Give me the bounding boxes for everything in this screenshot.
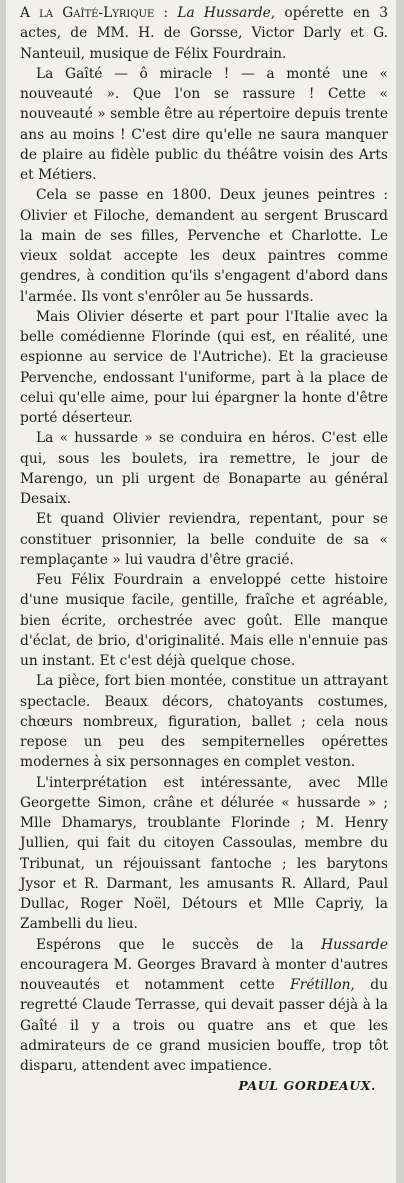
work-title: Hussarde — [321, 936, 388, 953]
paragraph: L'interprétation est intéressante, avec Mlle Georgette Simon, crâne et délurée « hussarde » ; Mlle Dhamarys, troublante Florinde ; M. Henry Jullien, qui fait du citoyen Cassoulas, membre du Tribunat, un réjouissant fantoche ; les barytons Jysor et R. Darmant, les amusants R. Allard, Paul Dullac, Roger Noël, Détours et Mlle Capriy, la Zambelli du lieu. — [20, 774, 388, 933]
work-title: La Hussarde — [177, 5, 271, 21]
paragraph: Et quand Olivier reviendra, repentant, pour se constituer prisonnier, la belle conduite de sa « remplaçante » lui vaudra d'être gracié. — [20, 511, 388, 568]
paragraph: La Gaîté — ô miracle ! — a monté une « nouveauté ». Que l'on se rassure ! Cette « nouveauté » semble être au répertoire depuis trente ans au moins ! C'est dire qu'elle ne saura manquer de plaire au fidèle public du théâtre voisin des Arts et Métiers. — [20, 65, 388, 183]
article-lead — [20, 3, 388, 64]
newspaper-clipping — [6, 0, 396, 1183]
paragraph: La pièce, fort bien montée, constitue un attrayant spectacle. Beaux décors, chatoyants costumes, chœurs nombreux, figuration, ballet ; cela nous repose un peu des sempiternelles opérettes modernes à six personnages en complet veston. — [20, 673, 388, 771]
paragraph: Mais Olivier déserte et part pour l'Italie avec la belle comédienne Florinde (qui est, en réalité, une espionne au service de l'Autriche). Et la gracieuse Pervenche, endossant l'uniforme, part à la place de celui qu'elle aime, pour lui épargner la honte d'être porté déserteur. — [20, 308, 388, 426]
paragraph: La « hussarde » se conduira en héros. C'est elle qui, sous les boulets, ira remettre, le jour de Marengo, un pli urgent de Bonaparte au général Desaix. — [20, 430, 388, 507]
closing-paragraph: Espérons que le succès de la Hussarde encouragera M. Georges Bravard à monter d'autres nouveautés et notamment cette Frétillon, du regretté Claude Terrasse, qui devait passer déjà à la Gaîté il y a trois ou quatre ans et que les admirateurs de ce grand musicien bouffe, trop tôt disparu, attendent avec impatience. — [20, 936, 388, 1074]
paragraph: Feu Félix Fourdrain a enveloppé cette histoire d'une musique facile, gentille, fraîche et agréable, bien écrite, orchestrée avec goût. Elle manque d'éclat, de brio, d'originalité. Mais elle n'ennuie pas un instant. Et c'est déjà quelque chose. — [20, 572, 388, 669]
work-title: Frétillon — [290, 977, 351, 993]
author-signature: PAUL GORDEAUX. — [238, 1078, 376, 1094]
paragraph: Cela se passe en 1800. Deux jeunes peintres : Olivier et Filoche, demandent au sergent Bruscard la main de ses filles, Pervenche et Charlotte. Le vieux soldat accepte les deux paintres comme gendres, à condition qu'ils s'engagent d'abord dans l'armée. Ils vont s'enrôler au 5e hussards. — [20, 187, 388, 305]
venue-name: A la Gaîté-Lyrique : — [20, 5, 169, 21]
lead-details: , opérette en 3 actes, de MM. H. de Gorsse, Victor Darly et G. Nanteuil, musique de Félix Fourdrain. — [20, 5, 388, 62]
